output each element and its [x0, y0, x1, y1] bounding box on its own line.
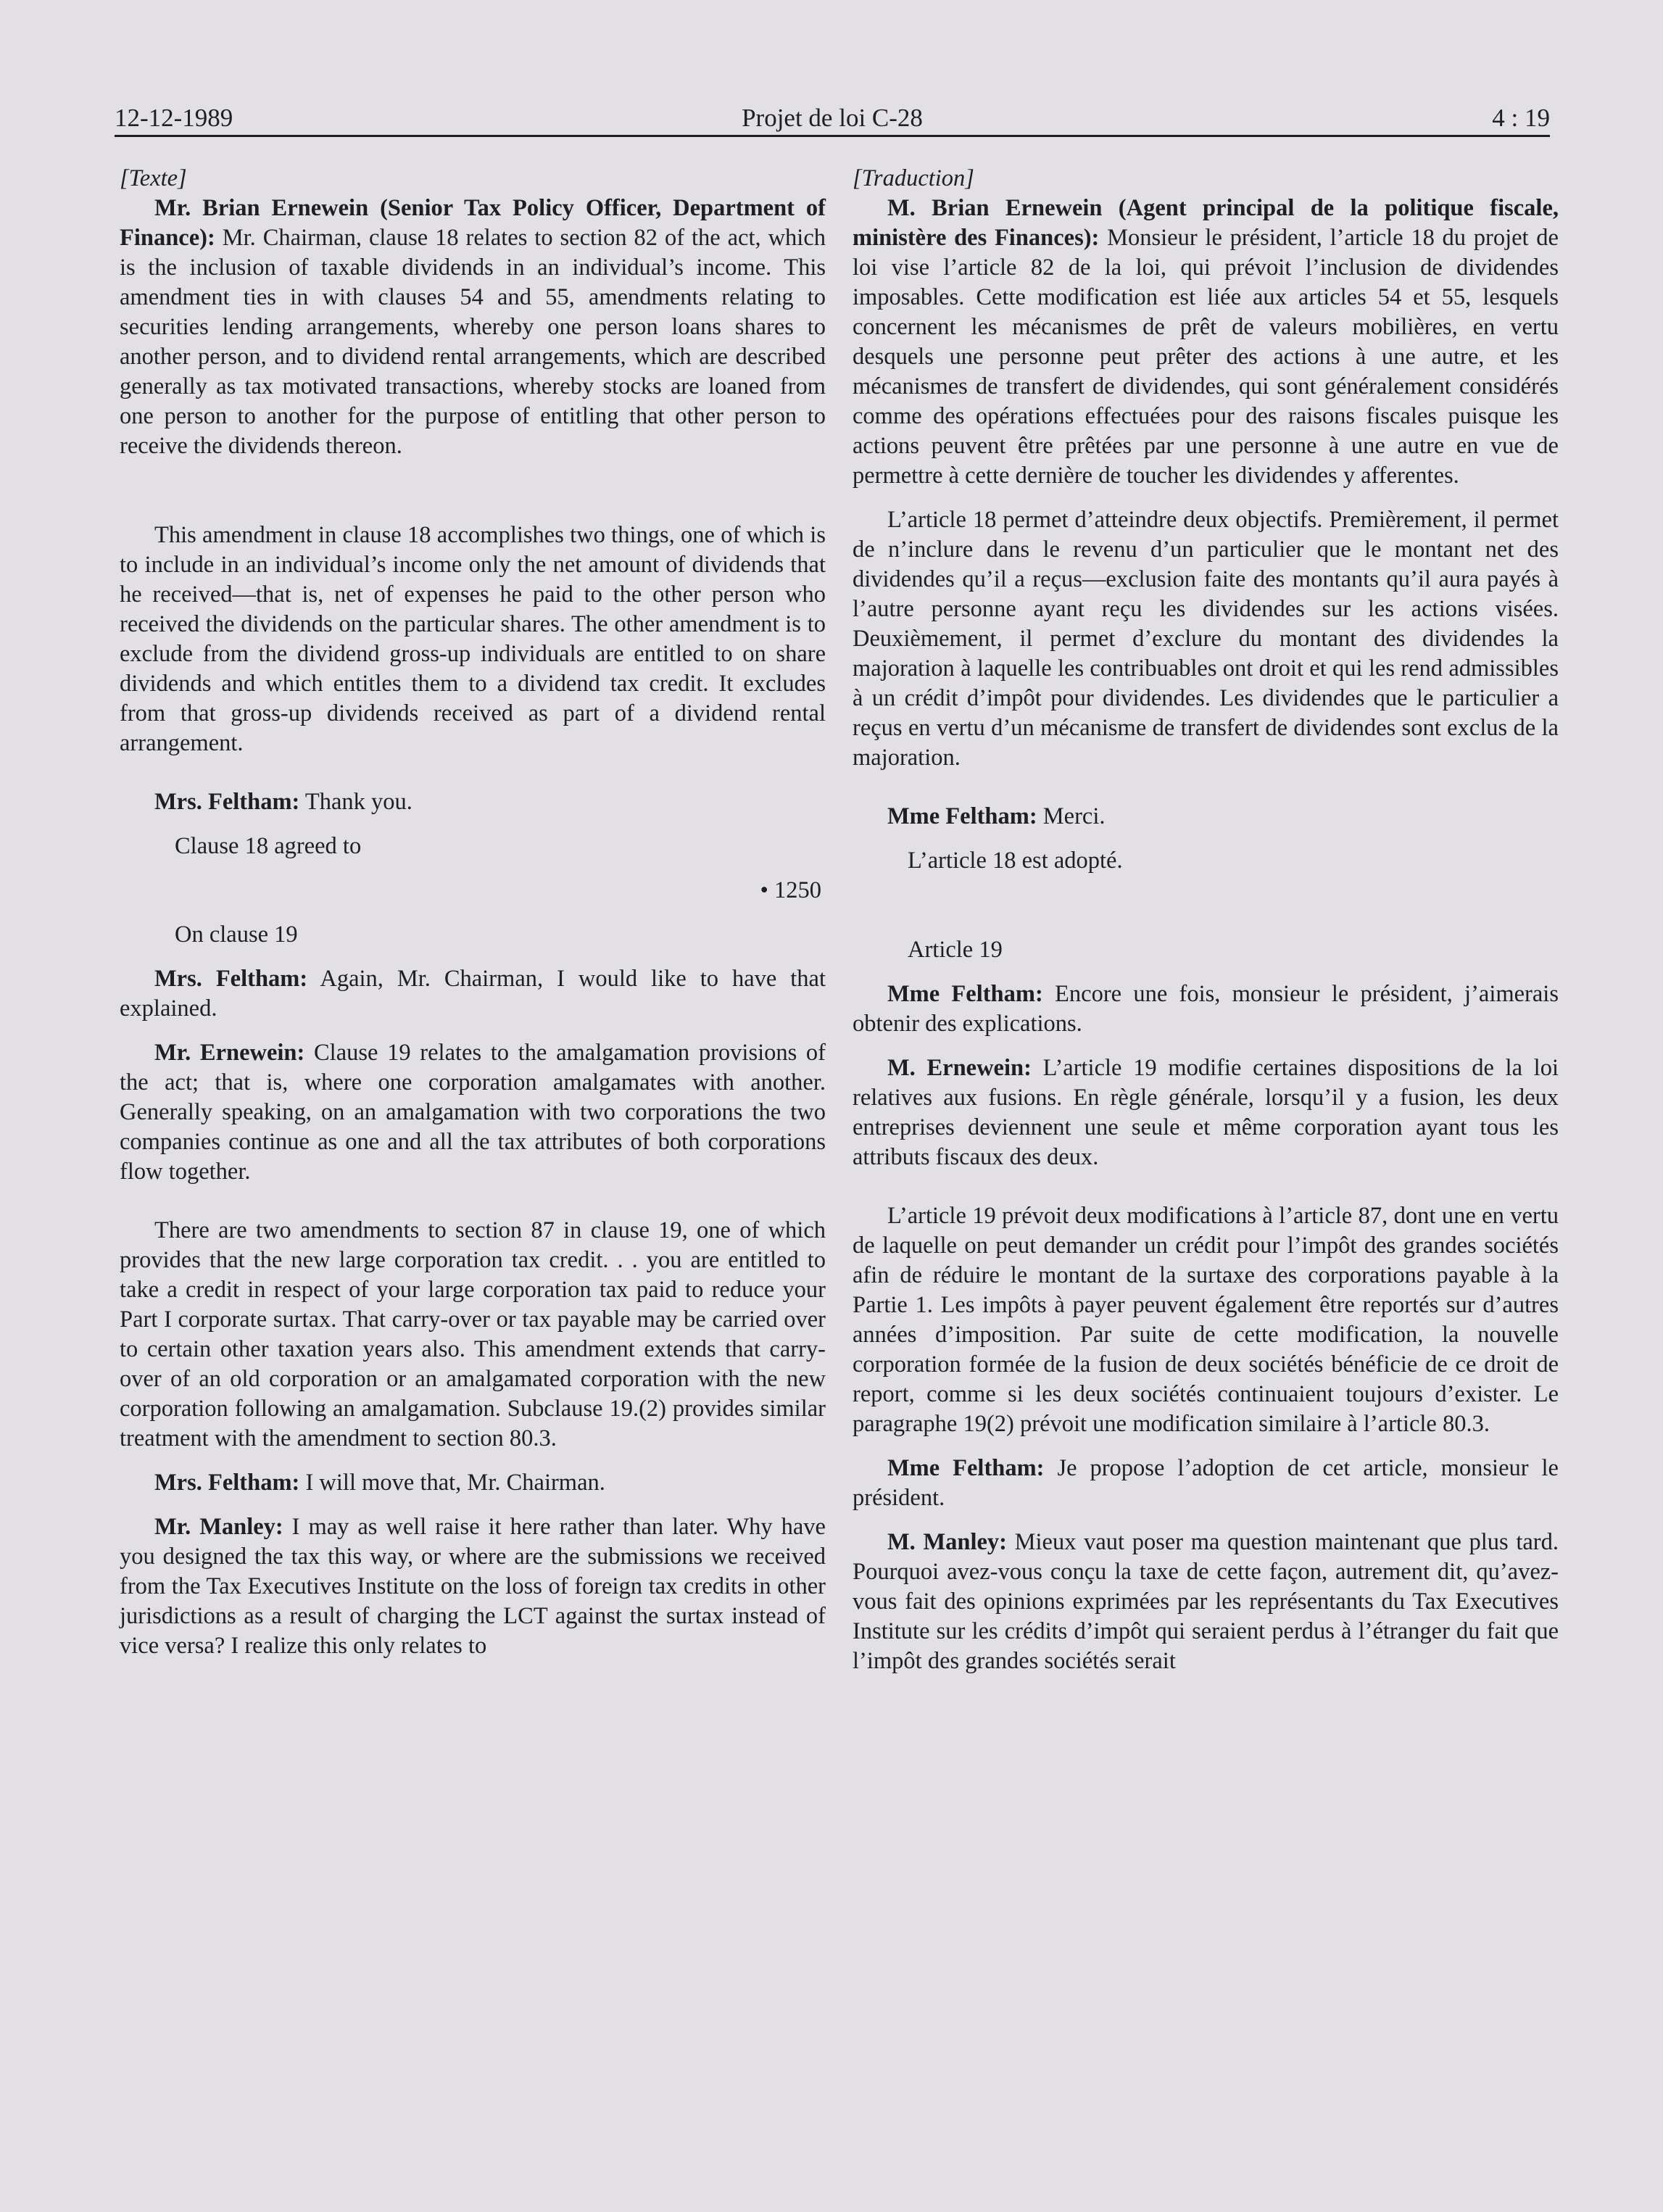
paragraph	[853, 1454, 1559, 1513]
speaker-name: Mr. Ernewein:	[154, 1040, 305, 1066]
speaker-name: Mme Feltham:	[887, 803, 1037, 829]
english-column	[120, 164, 826, 1661]
paragraph: This amendment in clause 18 accomplishes two things, one of which is to include in an individual’s income only the net amount of dividends that he received—that is, net of expenses he paid to the other person who received the dividends on the particular shares. The other amendment is to exclude from the dividend gross-up individuals are entitled to on share dividends and which entitles them to a dividend tax credit. It excludes from that gross-up dividends received as part of a dividend rental arrangement.	[120, 522, 826, 756]
motion-line: L’article 18 est adopté.	[908, 848, 1123, 874]
speech-text: I may as well raise it here rather than later. Why have you designed the tax this way, or where are the submissions we received from the Tax Executives Institute on the loss of foreign tax credits in other jurisdictions as a result of charging the LCT against the surtax instead of vice versa? I realize this only relates to	[120, 1514, 826, 1659]
speaker-name: Mrs. Feltham:	[154, 789, 300, 815]
paragraph	[853, 1053, 1559, 1172]
speech-text: Mieux vaut poser ma question maintenant que plus tard. Pourquoi avez-vous conçu la taxe de cette façon, autrement dit, qu’avez-vous fait des opinions exprimées par les représentants du Tax Executives Institute sur les crédits d’impôt qui seraient perdus à l’étranger du fait que l’impôt des grandes sociétés serait	[853, 1529, 1559, 1674]
speaker-name: Mrs. Feltham:	[154, 966, 308, 992]
paragraph	[120, 787, 826, 817]
speech-text: Monsieur le président, l’article 18 du projet de loi vise l’article 82 de la loi, qui prévoit l’inclusion de dividendes imposables. Cette modification est liée aux articles 54 et 55, lesquels concernent les mécanismes de prêt de valeurs mobilières, en vertu desquels une personne peut prêter des actions à une autre, et les mécanismes de transfert de dividendes, qui sont généralement considérés comme des opérations effectuées pour des raisons fiscales puisque les actions peuvent être prêtées par une personne à une autre en vue de permettre à cette dernière de toucher les dividendes y afferentes.	[853, 225, 1559, 489]
header-rule	[115, 135, 1550, 137]
section-label: [Texte]	[120, 165, 187, 191]
speaker-name: Mrs. Feltham:	[154, 1470, 300, 1496]
speech-text: L’article 19 modifie certaines dispositions de la loi relatives aux fusions. En règle générale, lorsqu’il y a fusion, les deux entreprises deviennent une seule et même corporation ayant tous les attributs fiscaux des deux.	[853, 1055, 1559, 1170]
french-column	[853, 164, 1559, 1676]
speech-text: Encore une fois, monsieur le président, j’aimerais obtenir des explications.	[853, 981, 1559, 1037]
motion-line: Clause 18 agreed to	[175, 833, 362, 859]
paragraph	[853, 194, 1559, 491]
speech-text: Again, Mr. Chairman, I would like to have that explained.	[120, 966, 826, 1022]
clause-heading: On clause 19	[175, 921, 298, 948]
speech-text: Merci.	[1037, 803, 1106, 829]
speech-text: Mr. Chairman, clause 18 relates to section 82 of the act, which is the inclusion of taxable dividends in an individual’s income. This amendment ties in with clauses 54 and 55, amendments relating to securities lending arrangements, whereby one person loans shares to another person, and to dividend rental arrangements, which are described generally as tax motivated transactions, whereby stocks are loaned from one person to another for the purpose of entitling that other person to receive the dividends thereon.	[120, 225, 826, 459]
paragraph	[853, 802, 1559, 832]
paragraph: L’article 18 permet d’atteindre deux objectifs. Premièrement, il permet de n’inclure dans le revenu d’un particulier que le montant net des dividendes qu’il a reçus—exclusion faite des montants qu’il aura payés à l’autre personne ayant reçu les dividendes sur les actions visées. Deuxièmement, il permet d’exclure du montant des dividendes la majoration à laquelle les contribuables ont droit et qui les rend admissibles à un crédit d’impôt pour dividendes. Les dividendes que le particulier a reçus en vertu d’un mécanisme de transfert de dividendes sont exclus de la majoration.	[853, 507, 1559, 771]
speech-text: Thank you.	[299, 789, 412, 815]
speaker-name: Mr. Brian Ernewein (Senior Tax Policy Officer, Department of Finance):	[120, 195, 826, 251]
speech-text: I will move that, Mr. Chairman.	[299, 1470, 605, 1496]
paragraph	[120, 1038, 826, 1187]
speaker-name: M. Brian Ernewein (Agent principal de la politique fiscale, ministère des Finances):	[853, 195, 1559, 251]
paragraph	[853, 1528, 1559, 1676]
paragraph	[120, 194, 826, 461]
time-stamp: • 1250	[760, 877, 821, 903]
speaker-name: Mme Feltham:	[887, 981, 1043, 1007]
speaker-name: Mr. Manley:	[154, 1514, 283, 1540]
paragraph	[120, 964, 826, 1024]
paragraph: L’article 19 prévoit deux modifications à l’article 87, dont une en vertu de laquelle on peut demander un crédit pour l’impôt des grandes sociétés afin de réduire le montant de la surtaxe des corporations payable à la Partie 1. Les impôts à payer peuvent également être reportés sur d’autres années d’imposition. Par suite de cette modification, la nouvelle corporation formée de la fusion de deux sociétés bénéficie de ce droit de report, comme si les deux sociétés continuaient toujours d’exister. Le paragraphe 19(2) prévoit une modification similaire à l’article 80.3.	[853, 1203, 1559, 1437]
speech-text: Je propose l’adoption de cet article, monsieur le président.	[853, 1455, 1559, 1511]
header-title: Projet de loi C-28	[742, 104, 923, 132]
paragraph	[120, 1512, 826, 1661]
paragraph: There are two amendments to section 87 in clause 19, one of which provides that the new large corporation tax credit. . . you are entitled to take a credit in respect of your large corporation tax paid to reduce your Part I corporate surtax. That carry-over or tax payable may be carried over to certain other taxation years also. This amendment extends that carry-over of an old corporation or an amalgamated corporation with the new corporation following an amalgamation. Subclause 19.(2) provides similar treatment with the amendment to section 80.3.	[120, 1217, 826, 1451]
speech-text: Clause 19 relates to the amalgamation provisions of the act; that is, where one corporation amalgamates with another. Generally speaking, on an amalgamation with two corporations the two companies continue as one and all the tax attributes of both corporations flow together.	[120, 1040, 826, 1185]
paragraph	[120, 1468, 826, 1498]
section-label: [Traduction]	[853, 165, 974, 191]
speaker-name: M. Ernewein:	[887, 1055, 1032, 1081]
header-page-number: 4 : 19	[1492, 104, 1550, 132]
paragraph	[853, 979, 1559, 1039]
clause-heading: Article 19	[908, 937, 1003, 963]
speaker-name: Mme Feltham:	[887, 1455, 1045, 1481]
header-date: 12-12-1989	[115, 104, 233, 132]
speaker-name: M. Manley:	[887, 1529, 1007, 1555]
